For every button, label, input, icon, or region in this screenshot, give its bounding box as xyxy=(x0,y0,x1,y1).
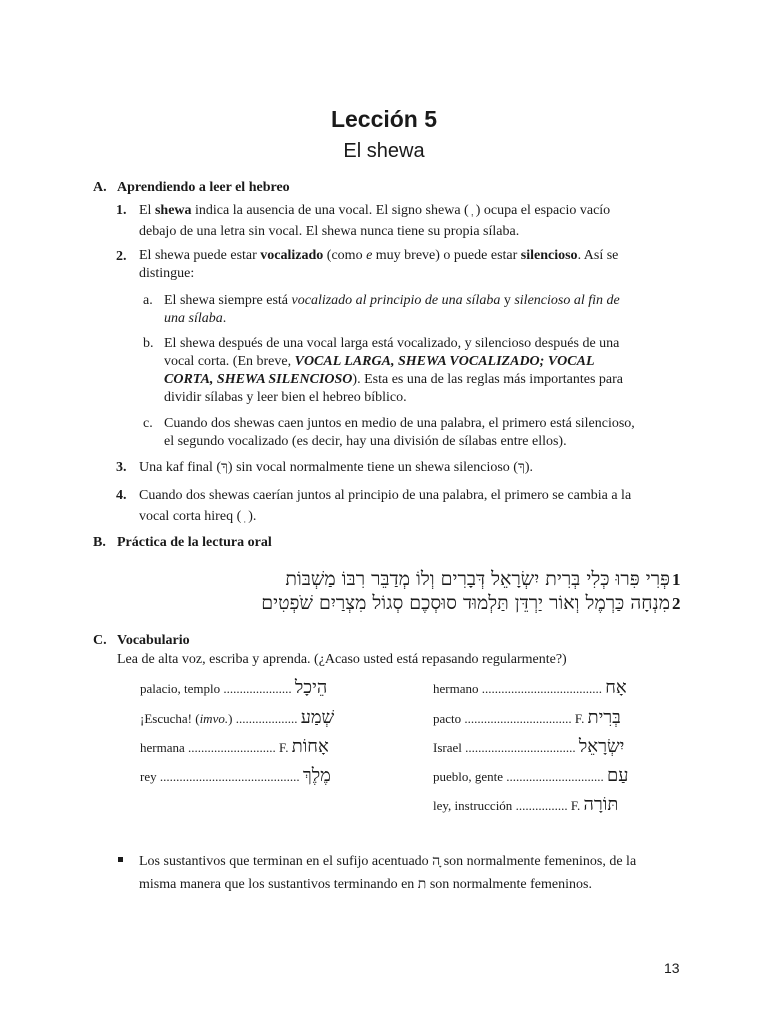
vocab-hebrew-word: תּוֹרָה xyxy=(583,794,619,815)
vocab-intro: Lea de alta voz, escriba y aprenda. (¿Acaso usted está repasando regularmente?) xyxy=(117,652,567,667)
section-c-letter: C. xyxy=(93,633,107,648)
vocab-hebrew-word: שְׁמַע xyxy=(300,707,335,728)
item-1-line1: El shewa indica la ausencia de una vocal. El signo shewa ( ְ ) ocupa el espacio vacío xyxy=(139,203,611,218)
note-text: Los sustantivos que terminan en el sufijo acentuado ָה son normalmente femeninos, de la misma manera que los sustantivos terminando en ת son normalmente femeninos. xyxy=(139,853,637,892)
item-4-number: 4. xyxy=(116,488,127,503)
subitem-a-letter: a. xyxy=(143,293,153,308)
vocab-left-row-1: palacio, templo ..................... הֵיכָל xyxy=(140,677,328,698)
vocab-hebrew-word: יִשְׂרָאֵל xyxy=(578,736,625,757)
vocab-right-row-4: pueblo, gente .............................. עַם xyxy=(433,765,629,786)
subitem-b-text: El shewa después de una vocal larga está vocalizado, y silencioso después de una vocal corta. (En breve, VOCAL LARGA, SHEWA VOCALIZADO; VOCAL CORTA, SHEWA SILENCIOSO). Esta es una de las reglas más importantes para dividir sílabas y leer bien el hebreo bíblico. xyxy=(164,336,623,405)
section-b-heading: Práctica de la lectura oral xyxy=(117,535,272,550)
hebrew-reading-row-2-number: 2 xyxy=(672,594,681,613)
hebrew-reading-row-2 xyxy=(172,592,670,615)
vocab-hebrew-word: אָחוֹת xyxy=(291,736,329,757)
section-b-letter: B. xyxy=(93,535,106,550)
section-a-heading: Aprendiendo a leer el hebreo xyxy=(117,180,290,195)
vocab-hebrew-word: אָח xyxy=(605,677,627,698)
subitem-c-text: Cuando dos shewas caen juntos en medio de una palabra, el primero está silencioso, el segundo vocalizado (es decir, hay una división de sílabas entre ellos). xyxy=(164,416,635,449)
item-2-line1: El shewa puede estar vocalizado (como e muy breve) o puede estar silencioso. Así se xyxy=(139,248,619,263)
page-title: Lección 5 xyxy=(330,106,438,132)
item-1-number: 1. xyxy=(116,203,127,218)
item-3-text: Una kaf final (ךְ) sin vocal normalmente tiene un shewa silencioso (ךְ). xyxy=(139,460,534,475)
vocab-right-row-1: hermano ..................................... אָח xyxy=(433,677,627,698)
vocab-hebrew-word: עַם xyxy=(607,765,629,786)
hebrew-reading-row-1-number: 1 xyxy=(672,570,681,589)
item-2-line2: distingue: xyxy=(139,266,195,281)
item-3-number: 3. xyxy=(116,460,127,475)
page-subtitle: El shewa xyxy=(343,140,425,162)
item-4-text: Cuando dos shewas caerían juntos al principio de una palabra, el primero se cambia a la vocal corta hireq ( ִ ). xyxy=(139,488,632,524)
item-2-number: 2. xyxy=(116,249,127,264)
hebrew-reading-row-1 xyxy=(172,568,670,591)
subitem-b-letter: b. xyxy=(143,336,154,351)
vocab-left-row-2: ¡Escucha! (imvo.) ................... שְׁמַע xyxy=(140,707,335,728)
item-1-line2: debajo de una letra sin vocal. El shewa nunca tiene su propia sílaba. xyxy=(139,223,520,239)
item-2-text xyxy=(139,247,699,283)
hebrew-reading-row-1-text: פְּרִי פִּרוּ כְּלִי בְּרִית יִשְׂרָאֵל דְּבָרִים וְלוֹ מְדַבֵּר רִבּוֹ מַשְׁבּוֹת xyxy=(285,568,670,590)
vocab-hebrew-word: בְּרִית xyxy=(587,707,621,728)
hebrew-reading-row-2-text: מִנְחָה כַּרְמֶל וְאוֹר יַרְדֵּן תַּלְמוּד סוּסְכֶם סְגוֹל מִצְרַיִם שֹׁפְטִים xyxy=(261,592,670,614)
subitem-c-letter: c. xyxy=(143,416,153,431)
subitem-a-text: El shewa siempre está vocalizado al principio de una sílaba y silencioso al fin de una sílaba. xyxy=(164,293,620,326)
vocab-hebrew-word: הֵיכָל xyxy=(294,677,328,698)
section-a-letter: A. xyxy=(93,180,107,195)
page-number: 13 xyxy=(664,960,680,976)
vocab-right-row-5: ley, instrucción ................ F. תּוֹרָה xyxy=(433,794,619,815)
bullet-square-icon xyxy=(118,857,123,862)
vocab-hebrew-word: מֶלֶךְ xyxy=(302,765,331,786)
vocab-right-row-2: pacto ................................. F. בְּרִית xyxy=(433,707,621,728)
vocab-left-row-4: rey ........................................... מֶלֶךְ xyxy=(140,765,331,786)
section-c-heading: Vocabulario xyxy=(117,633,190,648)
vocab-right-row-3: Israel .................................. יִשְׂרָאֵל xyxy=(433,736,625,757)
item-1-text xyxy=(139,201,699,242)
vocab-left-row-3: hermana ........................... F. אָחוֹת xyxy=(140,736,329,757)
